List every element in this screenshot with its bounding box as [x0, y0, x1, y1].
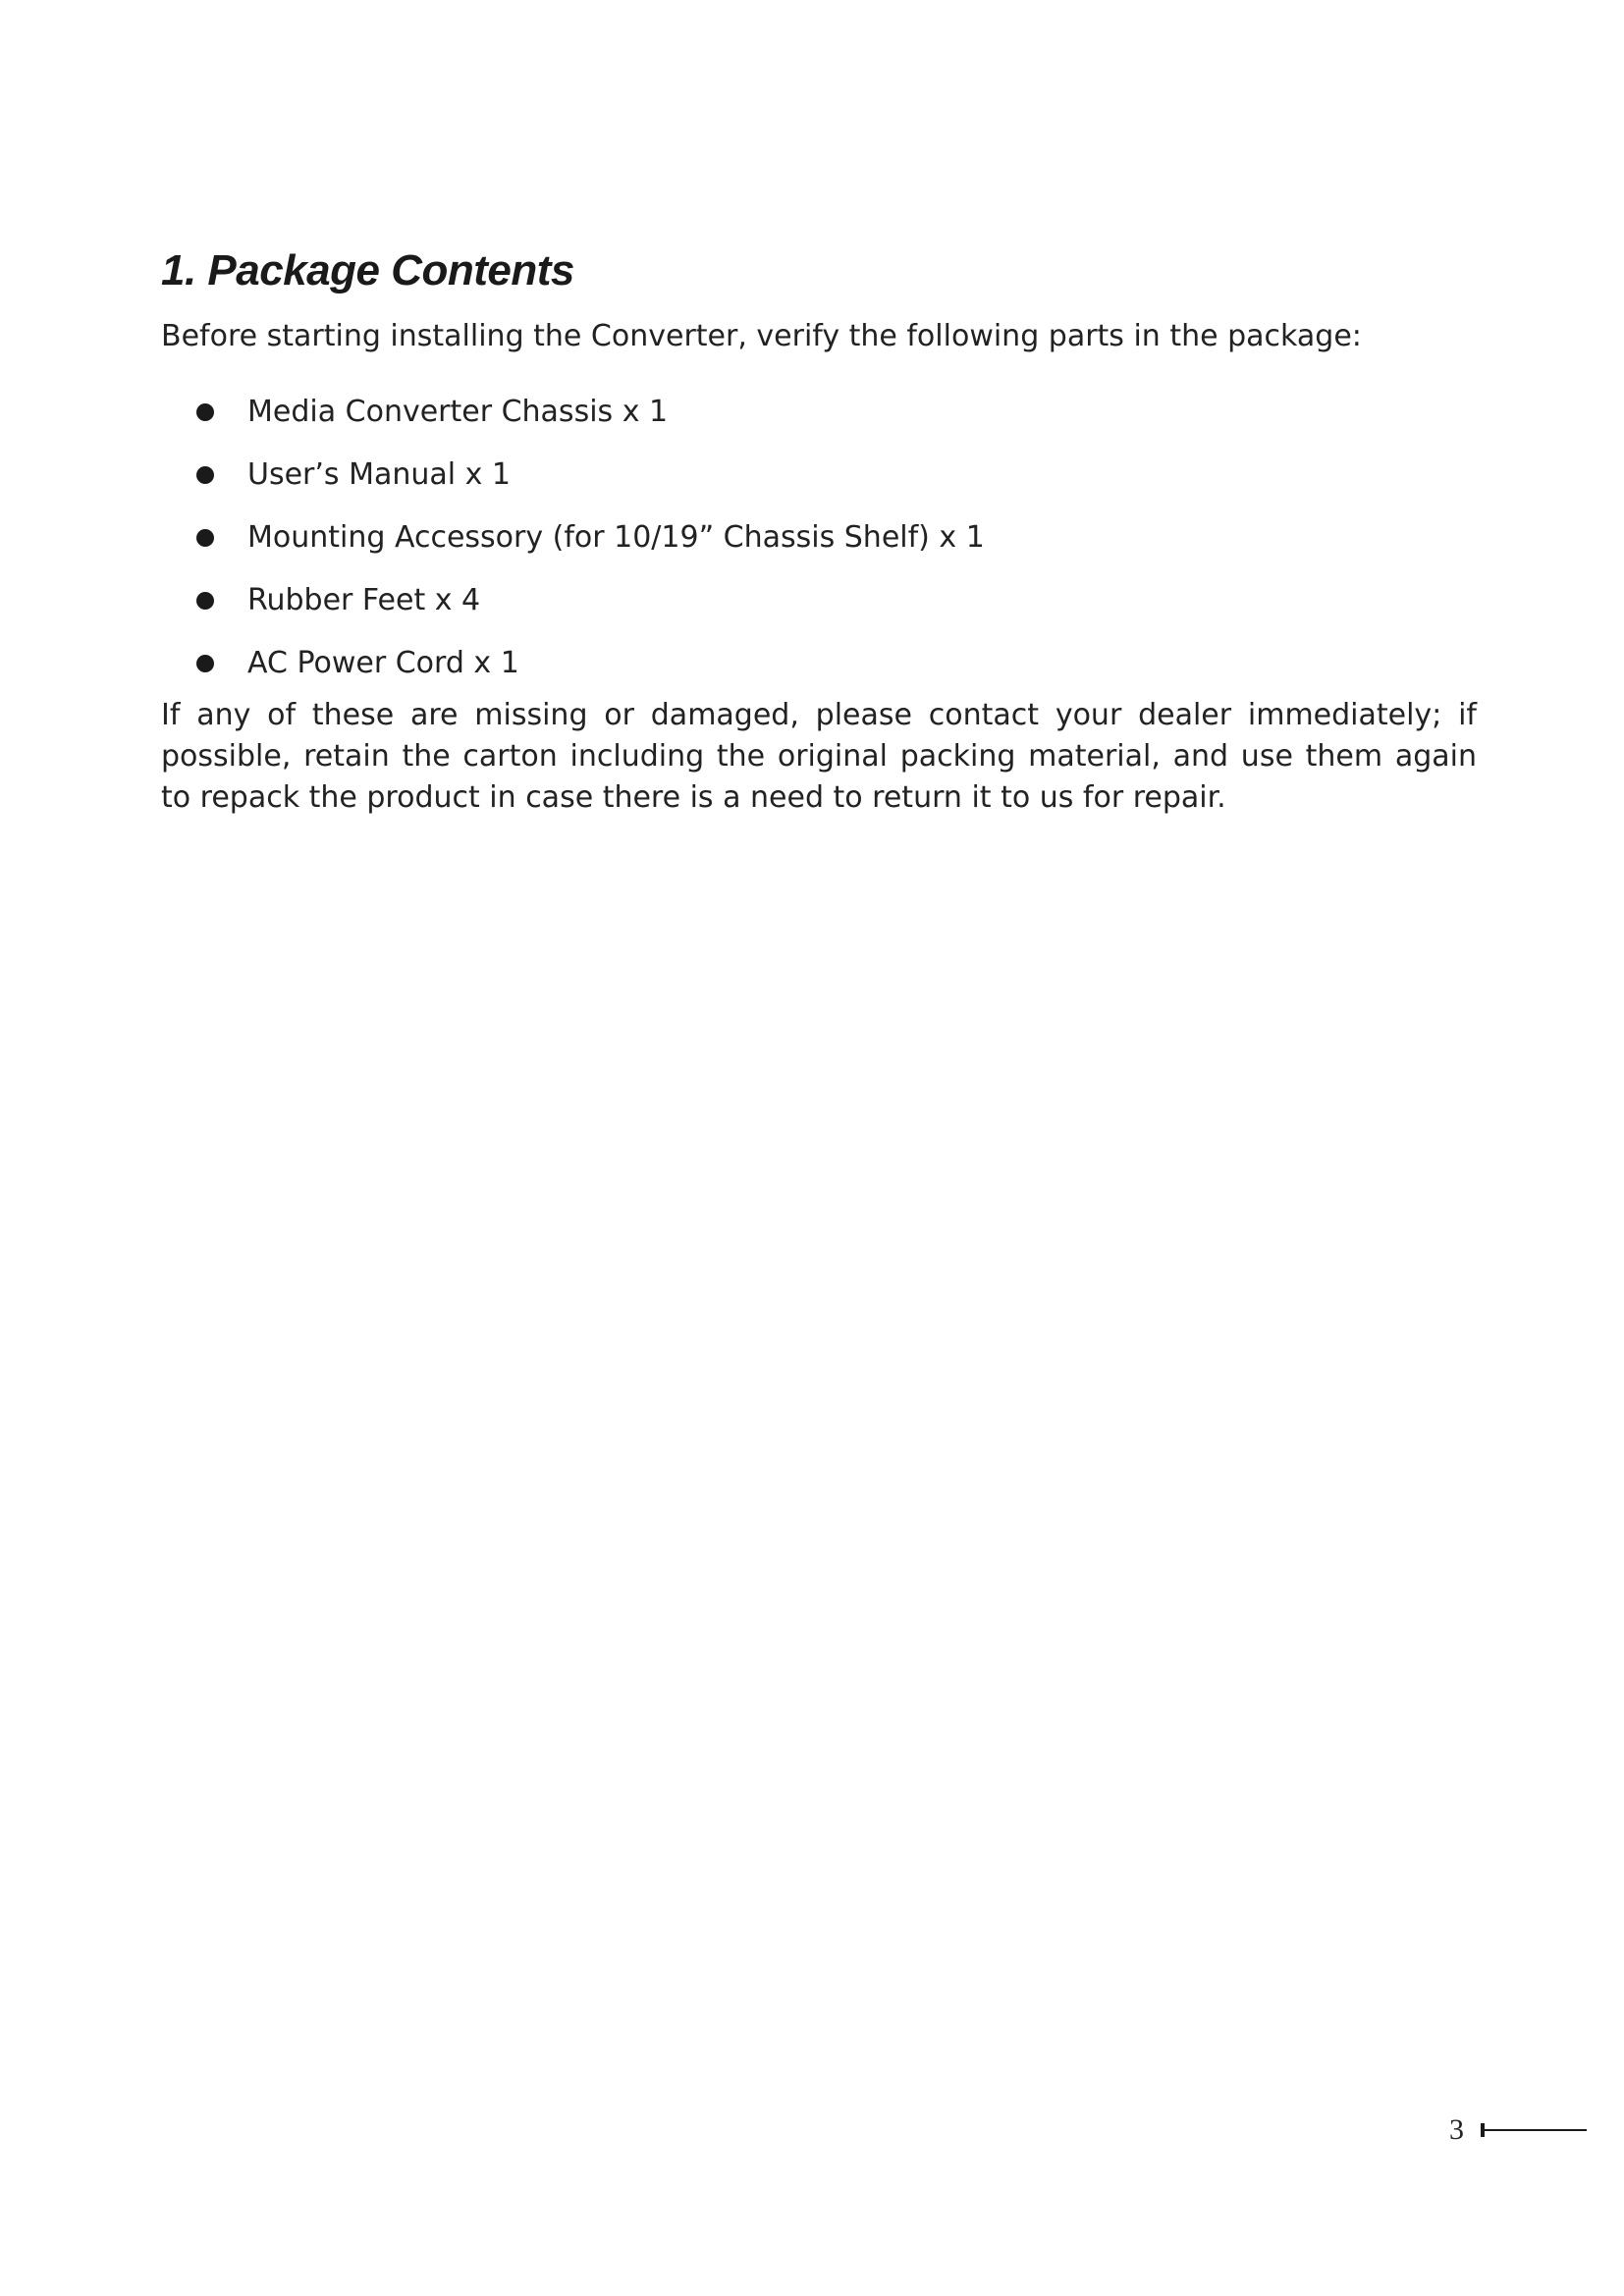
- page-number: 3: [1449, 2113, 1464, 2146]
- list-item: [161, 632, 1477, 695]
- bullet-icon: [196, 529, 214, 547]
- page-footer: [1449, 2110, 1587, 2150]
- closing-paragraph: If any of these are missing or damaged, please contact your dealer immediately; if possible, retain the carton including the original packing material, and use them again to repack the product in case there is a need to return it to us for repair.: [161, 698, 1477, 815]
- list-item-text: User’s Manual x 1: [247, 457, 512, 492]
- list-item-text: AC Power Cord x 1: [247, 646, 519, 680]
- list-item: [161, 381, 1477, 444]
- list-item-text: Media Converter Chassis x 1: [247, 395, 669, 429]
- section-heading: 1. Package Contents: [161, 246, 574, 294]
- list-item: [161, 507, 1477, 569]
- footer-rule-icon: [1481, 2121, 1587, 2139]
- bullet-icon: [196, 655, 214, 672]
- list-item: [161, 569, 1477, 632]
- bullet-icon: [196, 592, 214, 610]
- package-contents-list: [161, 381, 1477, 695]
- list-item-text: Mounting Accessory (for 10/19” Chassis Shelf) x 1: [247, 520, 985, 555]
- bullet-icon: [196, 466, 214, 484]
- list-item: [161, 444, 1477, 507]
- intro-paragraph: Before starting installing the Converter, verify the following parts in the package:: [161, 319, 1362, 353]
- bullet-icon: [196, 403, 214, 421]
- list-item-text: Rubber Feet x 4: [247, 583, 481, 617]
